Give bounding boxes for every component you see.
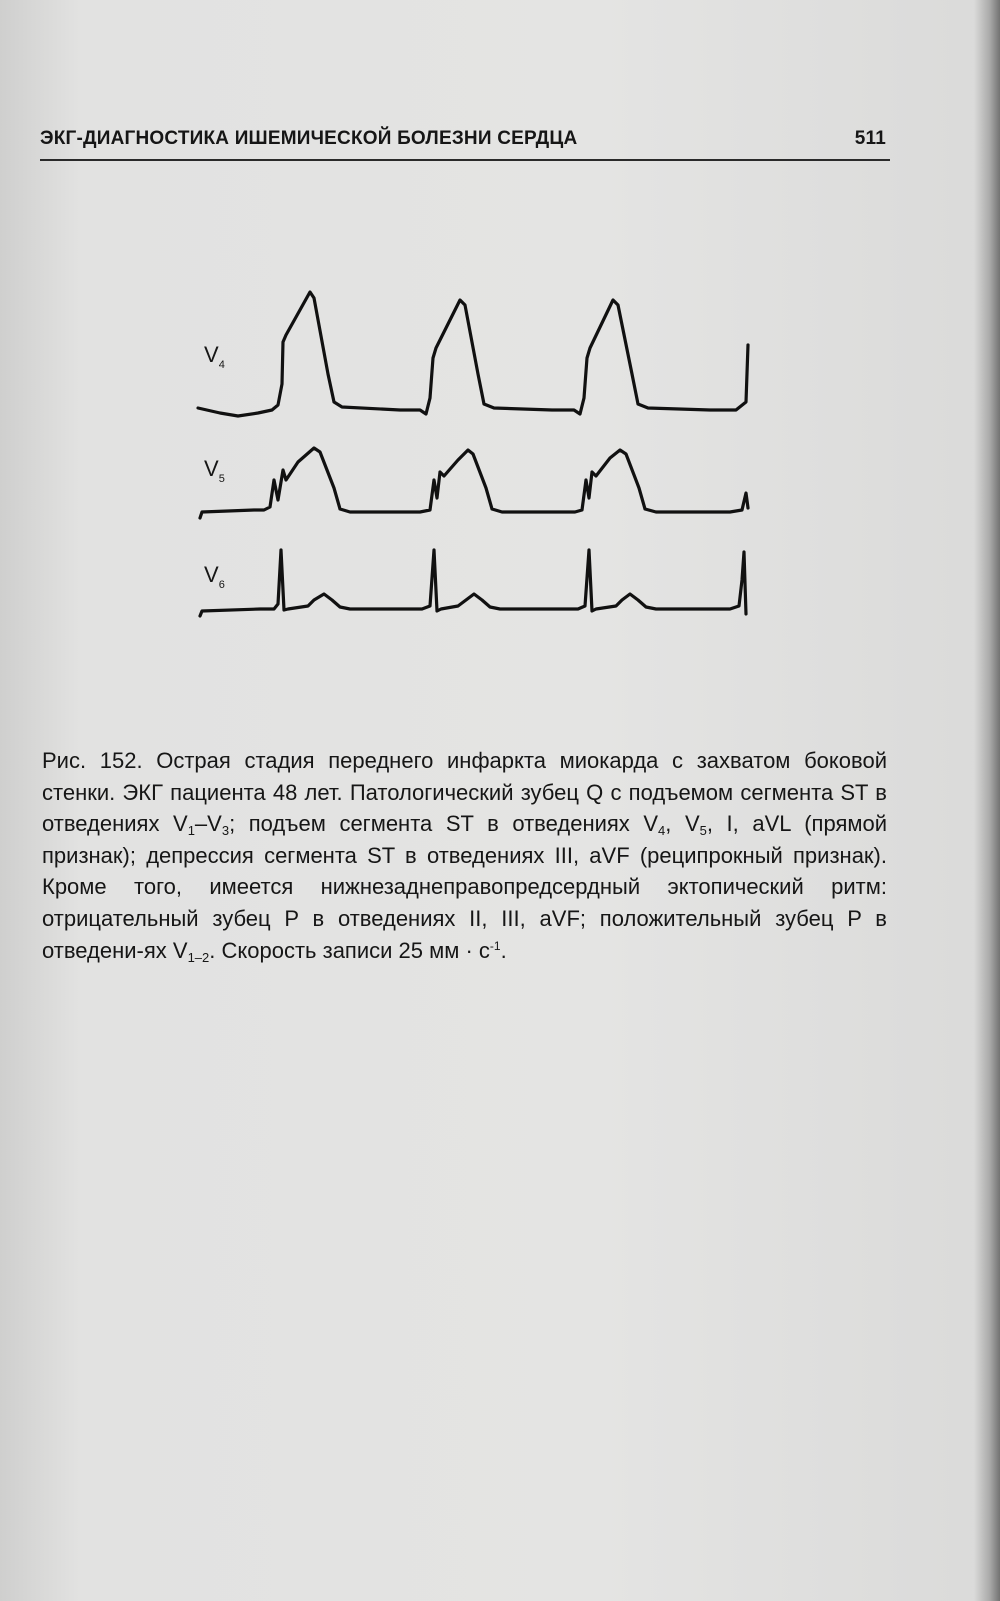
page-edge-shadow xyxy=(974,0,1000,1601)
header-rule xyxy=(40,159,890,161)
page-number: 511 xyxy=(854,128,886,149)
running-head xyxy=(40,128,886,150)
ecg-figure xyxy=(190,280,790,650)
lead-label-v4: $V_4$ xyxy=(204,342,225,371)
ecg-trace-v6 xyxy=(200,550,746,616)
lead-label-v6: $V_6$ xyxy=(204,562,225,591)
ecg-trace-v5 xyxy=(200,448,748,518)
running-head-title: ЭКГ-ДИАГНОСТИКА ИШЕМИЧЕСКОЙ БОЛЕЗНИ СЕРДЦА xyxy=(40,128,578,149)
figure-caption: Рис. 152. Острая стадия переднего инфаркта миокарда с захватом боковой стенки. ЭКГ пациента 48 лет. Патологический зубец Q с подъемом сегмента ST в отведениях $V_1-V_3$; подъем сегмента ST в отведениях $V_4$, $V_5$, I, aVL (прямой признак); депрессия сегмента ST в отведениях III, aVF (реципрокный признак). Кроме того, имеется нижнезаднеправопредсердный эктопический ритм: отрицательный зубец P в отведениях II, III, aVF; положительный зубец P в отведени-ях $V_{1-2}$. Скорость записи 25 мм · $с^{-1}$. xyxy=(42,748,888,965)
ecg-trace-v4 xyxy=(198,292,748,416)
lead-label-v5: $V_5$ xyxy=(204,456,225,485)
